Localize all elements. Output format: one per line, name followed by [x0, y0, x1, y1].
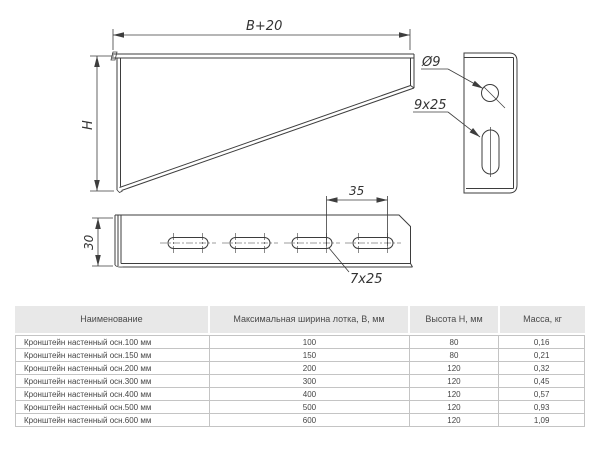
top-view	[115, 215, 413, 267]
header-name: Наименование	[15, 306, 210, 333]
dim-label-slot-pitch: 35	[349, 184, 365, 198]
cell-max-width: 500	[210, 401, 409, 413]
cell-mass: 0,57	[533, 389, 550, 399]
cell-max-width: 400	[210, 388, 409, 400]
cell-name: Кронштейн настенный осн.300 мм	[16, 375, 210, 387]
table-row	[15, 388, 585, 401]
cell-height: 80	[410, 336, 500, 348]
slot-centerlines	[160, 233, 401, 253]
table-row	[15, 375, 585, 388]
cell-mass: 0,21	[533, 350, 550, 360]
cell-mass: 0,16	[533, 337, 550, 347]
cell-mass: 0,32	[533, 363, 550, 373]
cell-max-width: 200	[210, 362, 409, 374]
cell-height: 120	[410, 414, 500, 426]
table-row	[15, 336, 585, 349]
leader-wall-slot	[413, 112, 480, 137]
dim-label-height-side: H	[81, 120, 96, 130]
cell-name: Кронштейн настенный осн.200 мм	[16, 362, 210, 374]
header-max-width: Максимальная ширина лотка, В, мм	[210, 306, 410, 333]
spec-table-header	[15, 306, 585, 333]
cell-mass: 1,09	[533, 415, 550, 425]
spec-table	[15, 306, 585, 427]
cell-name: Кронштейн настенный осн.400 мм	[16, 388, 210, 400]
cell-mass: 0,45	[533, 376, 550, 386]
cell-max-width: 300	[210, 375, 409, 387]
cell-height: 120	[410, 362, 500, 374]
cell-name: Кронштейн настенный осн.100 мм	[16, 336, 210, 348]
header-mass: Масса, кг	[523, 313, 562, 324]
dim-slot-pitch	[327, 196, 388, 246]
header-height: Высота Н, мм	[410, 306, 500, 333]
leader-hole-dia	[421, 69, 483, 89]
cell-height: 120	[410, 375, 500, 387]
spec-table-body	[15, 335, 585, 427]
end-view	[464, 53, 517, 193]
cell-name: Кронштейн настенный осн.600 мм	[16, 414, 210, 426]
cell-max-width: 150	[210, 349, 409, 361]
dim-label-arm-slot: 7x25	[350, 272, 383, 287]
table-row	[15, 401, 585, 414]
table-row	[15, 362, 585, 375]
cell-max-width: 100	[210, 336, 409, 348]
table-row	[15, 414, 585, 427]
dim-label-width-top: B+20	[246, 19, 283, 34]
table-row	[15, 349, 585, 362]
side-view	[111, 52, 414, 193]
dim-label-hole-dia: Ø9	[422, 55, 441, 70]
dim-label-wall-slot: 9x25	[414, 98, 447, 113]
cell-height: 120	[410, 401, 500, 413]
cell-name: Кронштейн настенный осн.500 мм	[16, 401, 210, 413]
dim-label-arm-width: 30	[82, 234, 96, 250]
cell-height: 80	[410, 349, 500, 361]
cell-mass: 0,93	[533, 402, 550, 412]
cell-height: 120	[410, 388, 500, 400]
cell-max-width: 600	[210, 414, 409, 426]
leader-arm-slot	[329, 248, 349, 272]
cell-name: Кронштейн настенный осн.150 мм	[16, 349, 210, 361]
